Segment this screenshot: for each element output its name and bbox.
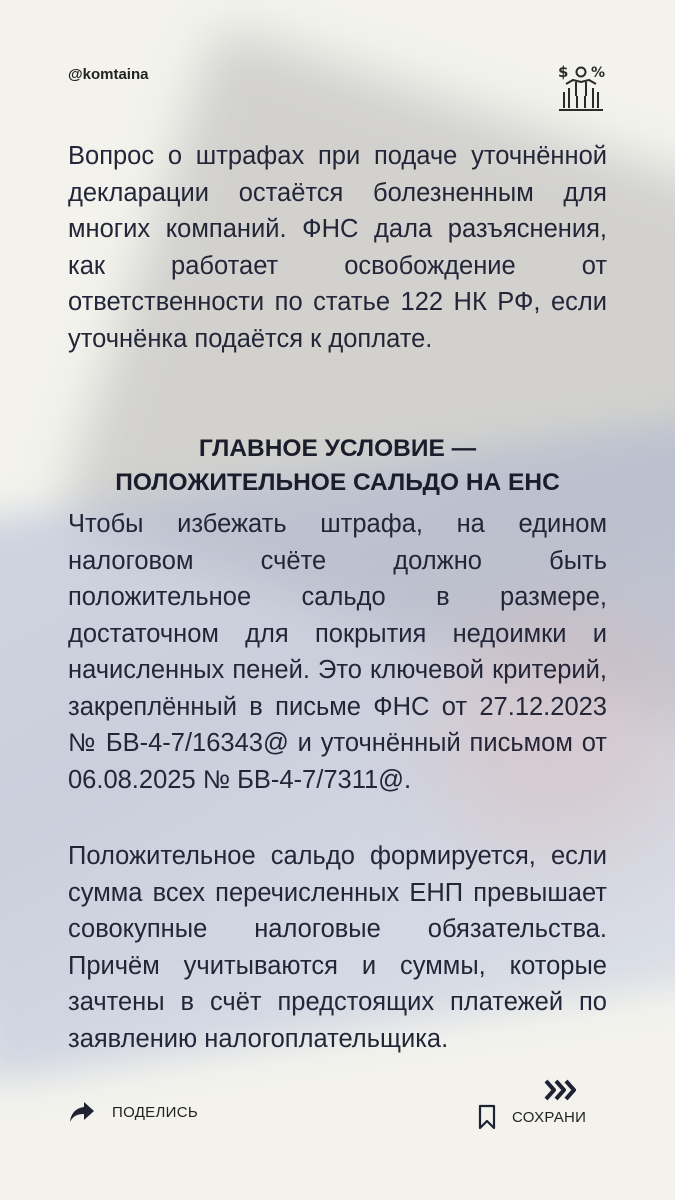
body-paragraph-2: Положительное сальдо формируется, если сумма всех перечисленных ЕНП превышает совокупные налоговые обязательства. Причём учитываются и суммы, которые зачтены в счёт предстоящих платежей по заявлению налогоплательщика. [68, 842, 607, 1053]
share-button[interactable] [68, 1100, 198, 1124]
svg-text:%: % [591, 65, 606, 81]
save-label: СОХРАНИ [512, 1108, 587, 1126]
bookmark-icon [478, 1104, 496, 1130]
account-handle: @komtaina [68, 66, 149, 83]
share-arrow-icon [68, 1100, 96, 1124]
share-label: ПОДЕЛИСЬ [112, 1103, 198, 1121]
section-heading [68, 432, 607, 500]
intro-paragraph: Вопрос о штрафах при подаче уточнённой декларации остаётся болезненным для многих компаний. ФНС дала разъяснения, как работает освобождение от ответственности по статье 122 НК РФ, если уточнёнка подаётся к доплате. [68, 142, 607, 353]
svg-text:$: $ [558, 63, 569, 81]
chevrons-right-icon[interactable] [544, 1078, 580, 1102]
heading-line-1: ГЛАВНОЕ УСЛОВИЕ — [198, 435, 477, 462]
finance-person-icon [556, 62, 606, 114]
heading-line-2: ПОЛОЖИТЕЛЬНОЕ САЛЬДО НА ЕНС [115, 469, 560, 496]
save-button[interactable] [478, 1104, 586, 1130]
body-paragraph-1: Чтобы избежать штрафа, на едином налоговом счёте должно быть положительное сальдо в размере, достаточном для покрытия недоимки и начисленных пеней. Это ключевой критерий, закреплённый в письме ФНС от 27.12.2023 № БВ-4-7/16343@ и уточнённый письмом от 06.08.2025 № БВ-4-7/7311@. [68, 510, 607, 794]
